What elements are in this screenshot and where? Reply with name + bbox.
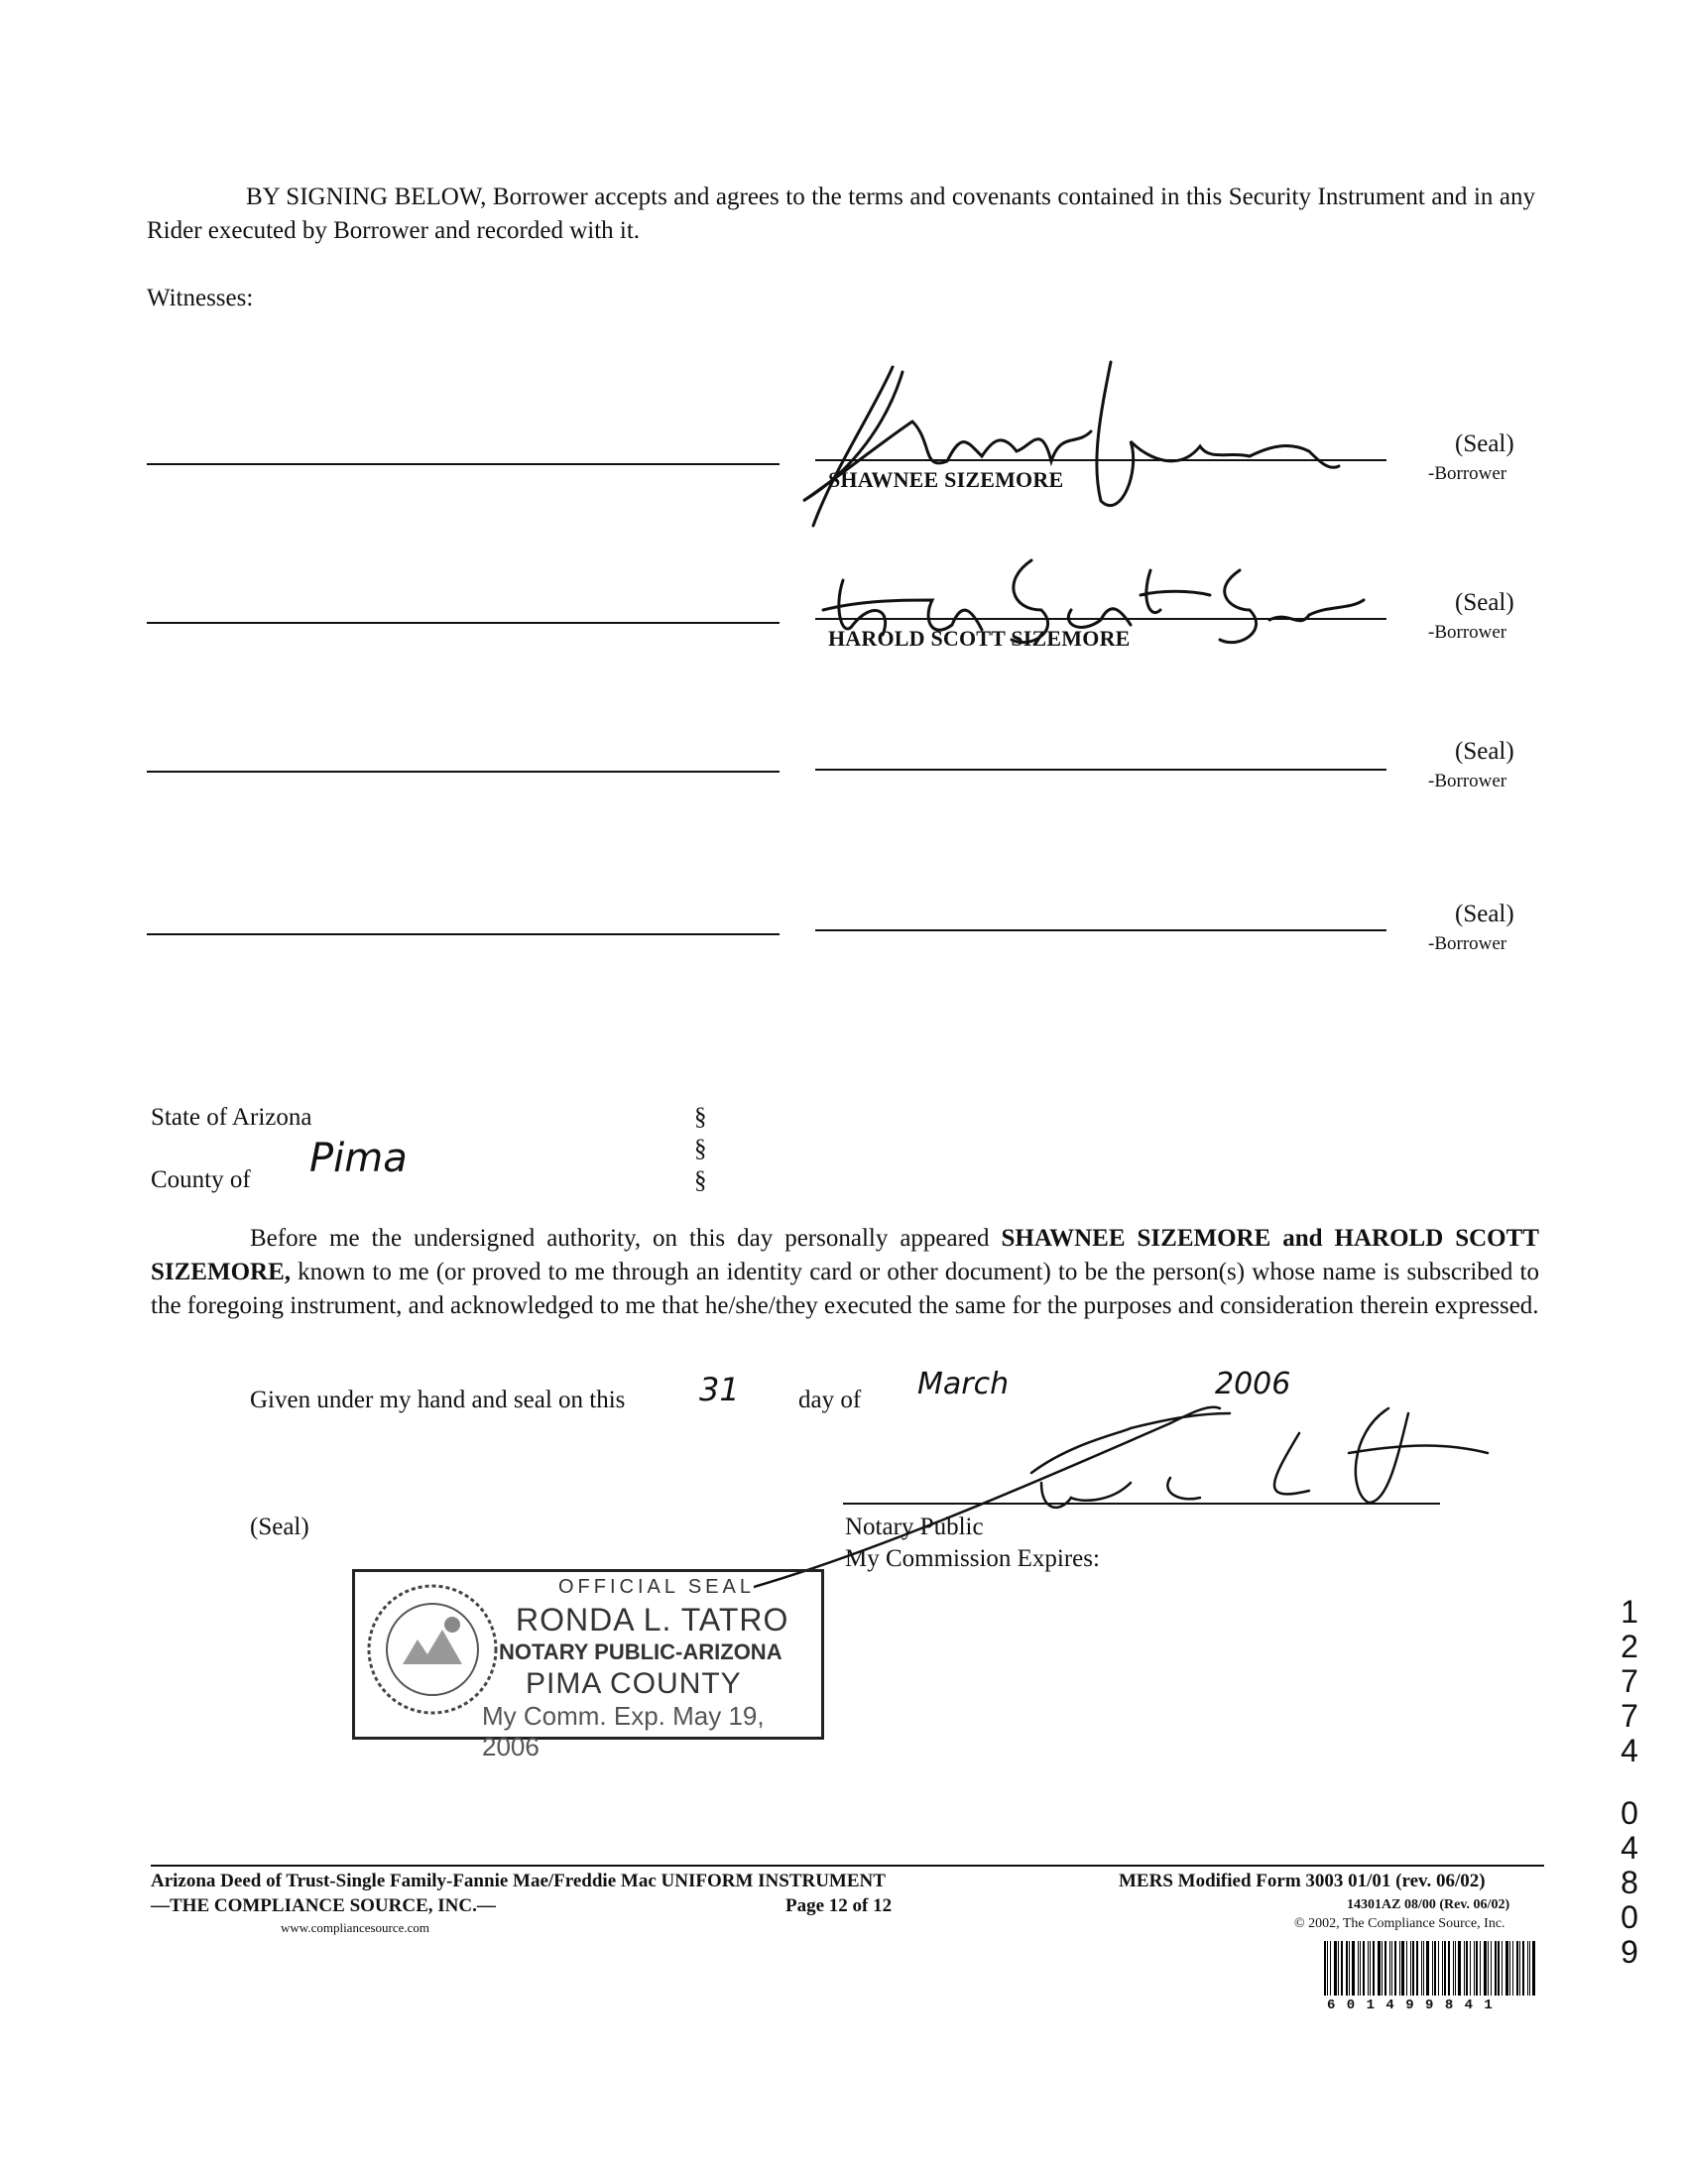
barcode-bar xyxy=(1370,1941,1371,1996)
barcode-bar xyxy=(1529,1941,1530,1996)
seal-label-4: (Seal) xyxy=(1455,901,1514,927)
footer-form-title: Arizona Deed of Trust-Single Family-Fannie Mae/Freddie Mac UNIFORM INSTRUMENT xyxy=(151,1871,886,1891)
notary-stamp xyxy=(352,1569,824,1761)
barcode-bar xyxy=(1360,1941,1361,1996)
barcode-bar xyxy=(1410,1941,1411,1996)
notary-seal-label: (Seal) xyxy=(250,1514,309,1540)
intro-paragraph: BY SIGNING BELOW, Borrower accepts and agrees to the terms and covenants contained in this Security Instrument and in any Rider executed by Borrower and recorded with it. xyxy=(147,183,1535,244)
stamp-line-5: My Comm. Exp. May 19, 2006 xyxy=(482,1701,765,1761)
given-year-handwritten: 2006 xyxy=(1215,1367,1291,1401)
given-month-handwritten: March xyxy=(917,1367,1010,1401)
barcode-bar xyxy=(1330,1941,1331,1996)
acknowledgment-paragraph: Before me the undersigned authority, on this day personally appeared SHAWNEE SIZEMORE and HAROLD SCOTT SIZEMORE, known to me (or proved to me through an identity card or other document) to be the person(s) whose name is subscribed to the foregoing instrument, and acknowledged to me that he/she/they executed the same for the purposes and consideration therein expressed. xyxy=(151,1225,1539,1319)
witness-line-3 xyxy=(147,771,780,773)
witness-line-1 xyxy=(147,463,780,465)
borrower-label-3: -Borrower xyxy=(1428,771,1507,791)
footer-rule xyxy=(151,1865,1544,1867)
footer-form-number: MERS Modified Form 3003 01/01 (rev. 06/02) xyxy=(1119,1871,1486,1891)
barcode-bar xyxy=(1532,1941,1535,1996)
county-label: County of xyxy=(151,1166,251,1193)
barcode-bar xyxy=(1484,1941,1487,1996)
section-mark-2: § xyxy=(694,1136,707,1162)
witness-line-2 xyxy=(147,622,780,624)
barcode-bar xyxy=(1358,1941,1359,1996)
barcode-bar xyxy=(1346,1941,1348,1996)
barcode-bar xyxy=(1455,1941,1456,1996)
state-label: State of Arizona xyxy=(151,1104,312,1131)
stamp-line-2: RONDA L. TATRO xyxy=(516,1602,789,1638)
borrower-label-4: -Borrower xyxy=(1428,933,1507,954)
barcode-bar xyxy=(1442,1941,1443,1996)
barcode-bar xyxy=(1423,1941,1424,1996)
barcode-bar xyxy=(1341,1941,1343,1996)
printed-name-1: SHAWNEE SIZEMORE xyxy=(828,467,1064,492)
section-mark-1: § xyxy=(694,1104,707,1131)
barcode-bar xyxy=(1327,1941,1328,1996)
borrower-line-4 xyxy=(815,929,1386,931)
footer-copyright: © 2002, The Compliance Source, Inc. xyxy=(1294,1916,1505,1931)
barcode-bar xyxy=(1363,1941,1365,1996)
barcode-bar xyxy=(1421,1941,1422,1996)
barcode-bar xyxy=(1324,1941,1326,1996)
barcode-bar xyxy=(1416,1941,1418,1996)
barcode-bar xyxy=(1522,1941,1524,1996)
barcode-bar xyxy=(1453,1941,1454,1996)
seal-label-1: (Seal) xyxy=(1455,430,1514,457)
barcode-bar xyxy=(1426,1941,1429,1996)
borrower-line-3 xyxy=(815,769,1386,771)
footer-internal-code: 14301AZ 08/00 (Rev. 06/02) xyxy=(1347,1897,1510,1912)
barcode-bar xyxy=(1458,1941,1461,1996)
barcode-bar xyxy=(1338,1941,1339,1996)
stamp-line-1: OFFICIAL SEAL xyxy=(558,1576,755,1598)
barcode-number: 6 0 1 4 9 9 8 4 1 xyxy=(1327,1998,1495,2013)
barcode-bar xyxy=(1349,1941,1350,1996)
barcode-bar xyxy=(1516,1941,1518,1996)
witnesses-label: Witnesses: xyxy=(147,285,254,311)
barcode-bar xyxy=(1399,1941,1400,1996)
given-label: Given under my hand and seal on this xyxy=(250,1387,626,1413)
barcode-bar xyxy=(1384,1941,1386,1996)
barcode-bar xyxy=(1378,1941,1381,1996)
barcode-bar xyxy=(1334,1941,1337,1996)
barcode-bar xyxy=(1505,1941,1508,1996)
notary-public-label: Notary Public xyxy=(845,1514,984,1540)
given-day-handwritten: 31 xyxy=(699,1371,740,1408)
barcode-bar xyxy=(1382,1941,1383,1996)
barcode-bar xyxy=(1352,1941,1355,1996)
seal-label-2: (Seal) xyxy=(1455,589,1514,616)
seal-label-3: (Seal) xyxy=(1455,738,1514,765)
footer-page-number: Page 12 of 12 xyxy=(785,1895,893,1916)
barcode-bar xyxy=(1401,1941,1404,1996)
recording-number-bottom: 04809 xyxy=(1621,1795,1638,1970)
footer-company: —THE COMPLIANCE SOURCE, INC.— xyxy=(151,1895,496,1916)
barcode-bar xyxy=(1466,1941,1468,1996)
commission-expires-label: My Commission Expires: xyxy=(845,1545,1100,1572)
acknowledgment-names: SHAWNEE SIZEMORE and HAROLD SCOTT SIZEMORE, xyxy=(151,1225,1539,1285)
arizona-state-seal-icon xyxy=(363,1580,502,1719)
barcode-bar xyxy=(1448,1941,1450,1996)
barcode-bar xyxy=(1474,1941,1475,1996)
day-of-label: day of xyxy=(798,1387,862,1413)
barcode-bar xyxy=(1432,1941,1433,1996)
stamp-line-3: NOTARY PUBLIC-ARIZONA xyxy=(499,1639,782,1664)
barcode-bar xyxy=(1498,1941,1500,1996)
barcode-bar xyxy=(1495,1941,1497,1996)
witness-line-4 xyxy=(147,933,780,935)
barcode-bar xyxy=(1412,1941,1414,1996)
barcode-bar xyxy=(1464,1941,1465,1996)
barcode-bar xyxy=(1488,1941,1489,1996)
barcode-bar xyxy=(1476,1941,1478,1996)
barcode-bar xyxy=(1527,1941,1528,1996)
county-handwritten: Pima xyxy=(309,1136,408,1181)
barcode-bar xyxy=(1480,1941,1481,1996)
stamp-line-4: PIMA COUNTY xyxy=(526,1667,742,1700)
barcode-bar xyxy=(1394,1941,1396,1996)
barcode-bar xyxy=(1512,1941,1513,1996)
barcode-bar xyxy=(1434,1941,1436,1996)
barcode-bar xyxy=(1373,1941,1375,1996)
barcode-bar xyxy=(1368,1941,1369,1996)
barcode-bar xyxy=(1491,1941,1492,1996)
barcode-bar xyxy=(1509,1941,1510,1996)
recording-number-top: 12774 xyxy=(1621,1594,1638,1768)
borrower-label-1: -Borrower xyxy=(1428,463,1507,484)
barcode-bar xyxy=(1502,1941,1503,1996)
printed-name-2: HAROLD SCOTT SIZEMORE xyxy=(828,626,1131,651)
barcode-bar xyxy=(1389,1941,1390,1996)
handwritten-signature-1 xyxy=(793,352,1349,531)
barcode-bar xyxy=(1519,1941,1520,1996)
section-mark-3: § xyxy=(694,1167,707,1194)
barcode-bar xyxy=(1438,1941,1439,1996)
barcode-bar xyxy=(1470,1941,1471,1996)
footer-website[interactable]: www.compliancesource.com xyxy=(281,1920,430,1935)
barcode-bar xyxy=(1444,1941,1446,1996)
barcode-bar xyxy=(1406,1941,1407,1996)
borrower-label-2: -Borrower xyxy=(1428,622,1507,643)
barcode-bar xyxy=(1391,1941,1392,1996)
recording-number xyxy=(1615,1595,1644,1970)
barcode xyxy=(1324,1941,1540,1996)
